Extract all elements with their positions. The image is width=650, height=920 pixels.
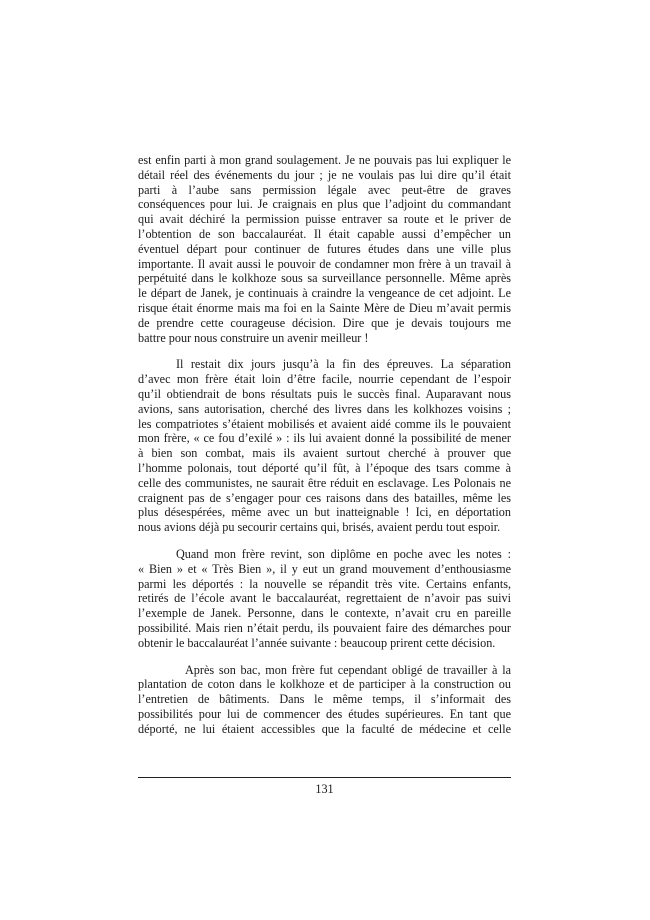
paragraph: [138, 357, 511, 535]
text-line: conséquences pour lui. Je craignais en plus que l’adjoint du commandant: [138, 197, 511, 212]
text-line: possibilités pour lui de commencer des études supérieures. En tant que: [138, 706, 511, 721]
body-text: [138, 153, 511, 748]
text-line: les compatriotes s’étaient mobilisés et avaient aidé comme ils le pouvaient: [138, 416, 511, 431]
text-line: déporté, ne lui étaient accessibles que la faculté de médecine et celle: [138, 721, 511, 736]
text-line: nous avions déjà pu secourir certains qui, brisés, avaient perdu tout espoir.: [138, 520, 501, 535]
text-line: le départ de Janek, je continuais à craindre la vengeance de cet adjoint. Le: [138, 286, 511, 301]
text-line: importante. Il avait aussi le pouvoir de condamner mon frère à un travail à: [138, 256, 511, 271]
text-line: risque était énorme mais ma foi en la Sainte Mère de Dieu m’avait permis: [138, 300, 511, 315]
text-line: détail réel des événements du jour ; je ne voulais pas lui dire qu’il était: [138, 167, 511, 182]
footer-divider: [138, 777, 511, 778]
text-line: parti à l’aube sans permission légale avec peut-être de graves: [138, 182, 511, 197]
text-line: plantation de coton dans le kolkhoze et de participer à la construction ou: [138, 677, 511, 692]
text-line: est enfin parti à mon grand soulagement. Je ne pouvais pas lui expliquer le: [138, 153, 511, 167]
text-line: celle des communistes, ne saurait être réduit en esclavage. Les Polonais ne: [138, 475, 511, 490]
text-line: d’avec mon frère était loin d’être facile, nourrie cependant de l’espoir: [138, 372, 511, 387]
paragraph: [138, 153, 511, 345]
text-line: parmi les déportés : la nouvelle se répandit très vite. Certains enfants,: [138, 576, 511, 591]
text-line: l’entretien de bâtiments. Dans le même temps, il s’informait des: [138, 692, 511, 707]
text-line: perpétuité dans le kolkhoze sous sa surveillance personnelle. Même après: [138, 271, 511, 286]
text-line: de prendre cette courageuse décision. Dire que je devais toujours me: [138, 315, 511, 330]
text-line: craignent pas de s’engager pour ces raisons dans des batailles, même les: [138, 490, 511, 505]
text-line: avions, sans autorisation, cherché des livres dans les kolkhozes voisins ;: [138, 401, 511, 416]
text-line: retirés de l’école avant le baccalauréat, regrettaient de n’avoir pas suivi: [138, 591, 511, 606]
paragraph: [138, 663, 511, 737]
text-line: « Bien » et « Très Bien », il y eut un grand mouvement d’enthousiasme: [138, 561, 511, 576]
text-line: plus désespérées, même avec un but inatteignable ! Ici, en déportation: [138, 505, 511, 520]
text-line: l’exemple de Janek. Personne, dans le contexte, n’avait cru en pareille: [138, 606, 511, 621]
text-line: possibilité. Mais rien n’était perdu, ils pouvaient faire des démarches pour: [138, 620, 511, 635]
text-line: battre pour nous construire un avenir meilleur !: [138, 330, 369, 345]
text-line: obtenir le baccalauréat l’année suivante : beaucoup prirent cette décision.: [138, 635, 496, 650]
text-line: qu’il obtiendrait de bons résultats puis le succès final. Auparavant nous: [138, 386, 511, 401]
text-line: Il restait dix jours jusqu’à la fin des épreuves. La séparation: [176, 357, 511, 372]
text-line: éventuel départ pour continuer de futures études dans une ville plus: [138, 241, 511, 256]
text-line: l’homme polonais, tout déporté qu’il fût, à l’époque des tsars comme à: [138, 460, 511, 475]
paragraph: [138, 547, 511, 651]
text-line: Quand mon frère revint, son diplôme en poche avec les notes :: [176, 546, 511, 561]
page-number: 131: [315, 782, 334, 796]
text-line: à bien son combat, mais ils avaient surtout cherché à prouver que: [138, 446, 511, 461]
text-line: Après son bac, mon frère fut cependant obligé de travailler à la: [185, 662, 511, 677]
text-line: mon frère, « ce fou d’exilé » : ils lui avaient donné la possibilité de mener: [138, 431, 511, 446]
text-line: l’obtention de son baccalauréat. Il était capable aussi d’empêcher un: [138, 226, 511, 241]
text-line: qui avait déchiré la permission puisse entraver sa route et le priver de: [138, 212, 511, 227]
